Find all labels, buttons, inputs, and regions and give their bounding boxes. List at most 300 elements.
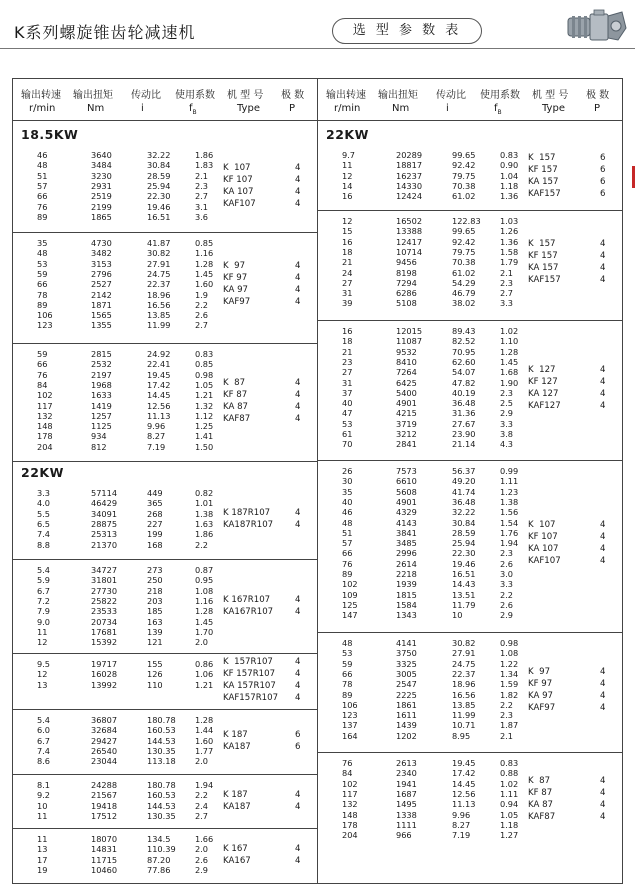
factor-cell: 1.28	[500, 346, 519, 357]
ratio-cell: 40.19	[452, 387, 476, 398]
torque-cell: 1355	[91, 320, 112, 331]
speed-cell: 8.6	[37, 756, 51, 767]
ratio-cell: 126	[147, 669, 163, 680]
table-row	[318, 579, 623, 589]
ratio-cell: 21.14	[452, 439, 476, 450]
torque-cell: 1687	[396, 788, 417, 799]
torque-cell: 3750	[396, 648, 417, 659]
ratio-cell: 70.95	[452, 346, 476, 357]
table-row	[318, 830, 623, 840]
selection-group	[13, 145, 317, 233]
torque-cell: 12417	[396, 236, 423, 247]
model-type: KAF157	[528, 275, 561, 286]
model-type: K 127	[528, 364, 556, 375]
factor-cell: 2.9	[500, 408, 514, 419]
model-type: KA 157R107	[223, 681, 276, 691]
ratio-cell: 49.20	[452, 476, 476, 487]
factor-cell: 1.87	[500, 720, 519, 731]
unit-u4-subscript: B	[192, 109, 197, 116]
torque-cell: 2225	[396, 689, 417, 700]
model-type: KAF157R107	[223, 693, 279, 703]
ratio-cell: 18.96	[452, 679, 476, 690]
selection-group	[318, 211, 623, 321]
ratio-cell: 36.48	[452, 398, 476, 409]
ratio-cell: 16.51	[452, 569, 476, 579]
ratio-cell: 12.56	[147, 400, 171, 411]
unit-u5: Type	[237, 103, 260, 114]
ratio-cell: 185	[147, 606, 163, 617]
ratio-cell: 16.56	[147, 299, 171, 310]
factor-cell: 2.6	[195, 310, 209, 321]
speed-cell: 6.7	[37, 585, 51, 596]
ratio-cell: 22.30	[147, 191, 171, 202]
factor-cell: 1.28	[195, 715, 214, 725]
model-type: KA 87	[528, 800, 554, 811]
speed-cell: 8.8	[37, 539, 51, 550]
factor-cell: 1.76	[500, 527, 519, 538]
factor-cell: 2.3	[500, 387, 514, 398]
factor-cell: 4.3	[500, 439, 514, 450]
model-list	[223, 507, 317, 531]
torque-cell: 10460	[91, 864, 118, 875]
model-type: KA 97	[528, 690, 554, 701]
ratio-cell: 61.02	[452, 267, 476, 278]
speed-cell: 89	[342, 689, 353, 700]
speed-cell: 7.2	[37, 595, 51, 606]
unit-u4: $f_B$	[494, 103, 502, 116]
torque-cell: 6425	[396, 377, 417, 388]
speed-cell: 89	[37, 299, 48, 310]
torque-cell: 6610	[396, 476, 417, 487]
pole-count: 4	[295, 377, 301, 388]
factor-cell: 1.86	[195, 529, 214, 540]
factor-cell: 1.83	[195, 160, 214, 171]
factor-cell: 1.60	[195, 735, 214, 746]
header-c4: 使用系数	[175, 90, 215, 101]
factor-cell: 1.34	[500, 668, 519, 679]
pole-count: 4	[295, 199, 301, 210]
speed-cell: 66	[37, 279, 48, 290]
pole-count: 4	[295, 801, 301, 812]
page-title: K系列螺旋锥齿轮减速机	[14, 23, 196, 42]
pole-count: 4	[600, 400, 606, 411]
ratio-cell: 47.82	[452, 377, 476, 388]
table-row	[318, 610, 623, 620]
model-list	[528, 666, 622, 714]
speed-cell: 31	[342, 377, 353, 388]
pole-count: 4	[600, 388, 606, 399]
factor-cell: 3.3	[500, 579, 514, 590]
model-type: KF 127	[528, 376, 558, 387]
speed-cell: 12	[37, 637, 48, 648]
speed-cell: 59	[37, 268, 48, 279]
torque-cell: 2996	[396, 548, 417, 559]
speed-cell: 102	[37, 390, 53, 401]
model-type: KA 107	[223, 187, 254, 198]
speed-cell: 178	[37, 431, 53, 442]
ratio-cell: 218	[147, 585, 163, 596]
speed-cell: 9.2	[37, 790, 51, 801]
factor-cell: 1.02	[500, 326, 519, 336]
ratio-cell: 79.75	[452, 246, 476, 257]
ratio-cell: 22.37	[452, 668, 476, 679]
speed-cell: 18	[342, 246, 353, 257]
torque-cell: 1871	[91, 299, 112, 310]
speed-cell: 132	[37, 410, 53, 421]
pole-count: 4	[600, 812, 606, 823]
torque-cell: 6286	[396, 288, 417, 299]
factor-cell: 2.1	[195, 170, 209, 181]
factor-cell: 2.2	[195, 539, 209, 550]
table-row	[318, 569, 623, 579]
factor-cell: 0.85	[195, 359, 214, 370]
factor-cell: 1.22	[500, 658, 519, 669]
speed-cell: 27	[342, 277, 353, 288]
speed-cell: 6.5	[37, 518, 51, 529]
unit-u5: Type	[542, 103, 565, 114]
table-row	[13, 442, 317, 452]
model-type: KA 127	[528, 388, 559, 399]
factor-cell: 1.28	[195, 606, 214, 617]
model-type: K 167	[223, 843, 248, 854]
ratio-cell: 10.71	[452, 720, 476, 731]
torque-cell: 31801	[91, 575, 118, 586]
factor-cell: 2.6	[500, 599, 514, 610]
torque-cell: 23044	[91, 756, 118, 767]
factor-cell: 1.36	[500, 191, 519, 202]
pole-count: 4	[295, 669, 301, 679]
factor-cell: 2.3	[195, 180, 209, 191]
factor-cell: 2.7	[195, 191, 209, 202]
speed-cell: 6.7	[37, 735, 51, 746]
pole-count: 4	[600, 800, 606, 811]
speed-cell: 19	[37, 864, 48, 875]
factor-cell: 2.2	[500, 589, 514, 600]
pole-count: 6	[295, 741, 301, 752]
torque-cell: 812	[91, 441, 107, 452]
speed-cell: 12	[342, 170, 353, 181]
torque-cell: 3719	[396, 418, 417, 429]
speed-cell: 37	[342, 387, 353, 398]
pole-count: 4	[600, 275, 606, 286]
ratio-cell: 8.27	[452, 819, 471, 830]
torque-cell: 1565	[91, 310, 112, 321]
torque-cell: 16237	[396, 170, 423, 181]
factor-cell: 2.4	[195, 800, 209, 811]
selection-group	[13, 654, 317, 710]
factor-cell: 1.70	[195, 626, 214, 637]
speed-cell: 117	[37, 400, 53, 411]
factor-cell: 1.05	[500, 809, 519, 820]
factor-cell: 2.3	[500, 548, 514, 559]
speed-cell: 66	[342, 668, 353, 679]
torque-cell: 2532	[91, 359, 112, 370]
table-row	[13, 565, 317, 575]
speed-cell: 78	[342, 679, 353, 690]
speed-cell: 53	[342, 648, 353, 659]
speed-cell: 11	[37, 810, 48, 821]
ratio-cell: 7.19	[147, 441, 166, 452]
ratio-cell: 82.52	[452, 336, 476, 347]
torque-cell: 21567	[91, 790, 118, 801]
pole-count: 4	[600, 263, 606, 274]
ratio-cell: 121	[147, 637, 163, 648]
factor-cell: 2.5	[500, 398, 514, 409]
torque-cell: 2218	[396, 569, 417, 579]
model-type: K 157	[528, 152, 556, 163]
ratio-cell: 16.56	[452, 689, 476, 700]
speed-cell: 12	[37, 669, 48, 680]
model-type: K 107	[223, 163, 251, 174]
speed-cell: 9.7	[342, 150, 356, 160]
pole-count: 4	[600, 702, 606, 713]
factor-cell: 1.44	[195, 725, 214, 736]
pole-count: 4	[600, 520, 606, 531]
speed-cell: 53	[342, 418, 353, 429]
ratio-cell: 31.36	[452, 408, 476, 419]
speed-cell: 53	[37, 258, 48, 269]
model-type: KAF97	[223, 297, 251, 308]
header-c3: 传动比	[436, 90, 466, 101]
factor-cell: 1.16	[195, 248, 214, 259]
speed-cell: 14	[342, 180, 353, 191]
model-type: KF 157R107	[223, 669, 276, 679]
ratio-cell: 13.51	[452, 589, 476, 600]
factor-cell: 1.21	[195, 390, 214, 401]
factor-cell: 2.1	[500, 730, 514, 741]
ratio-cell: 273	[147, 565, 163, 575]
torque-cell: 1343	[396, 610, 417, 621]
speed-cell: 23	[342, 356, 353, 367]
model-type: KA 107	[528, 544, 559, 555]
factor-cell: 1.18	[500, 180, 519, 191]
speed-cell: 148	[342, 809, 358, 820]
model-type: KF 157	[528, 251, 558, 262]
speed-cell: 47	[342, 408, 353, 419]
ratio-cell: 10	[452, 610, 463, 621]
factor-cell: 2.7	[500, 288, 514, 299]
torque-cell: 1815	[396, 589, 417, 600]
table-row	[13, 575, 317, 585]
pole-count: 4	[295, 175, 301, 186]
ratio-cell: 139	[147, 626, 163, 637]
torque-cell: 4901	[396, 496, 417, 507]
model-type: KA 87	[223, 401, 249, 412]
pole-count: 4	[295, 607, 301, 618]
speed-cell: 5.5	[37, 508, 51, 519]
ratio-cell: 28.59	[147, 170, 171, 181]
table-row	[318, 336, 623, 346]
torque-cell: 15392	[91, 637, 118, 648]
pole-count: 4	[295, 261, 301, 272]
speed-cell: 66	[37, 359, 48, 370]
speed-cell: 27	[342, 367, 353, 378]
selection-table	[12, 78, 623, 884]
unit-u6: P	[289, 103, 296, 114]
speed-cell: 123	[342, 710, 358, 721]
ratio-cell: 130.35	[147, 810, 176, 821]
pole-count: 4	[295, 519, 301, 530]
torque-cell: 3212	[396, 429, 417, 439]
speed-cell: 8.1	[37, 780, 51, 790]
factor-cell: 1.86	[195, 150, 214, 160]
ratio-cell: 92.42	[452, 160, 476, 171]
selection-group	[318, 461, 623, 633]
pole-count: 4	[295, 507, 301, 518]
torque-cell: 24288	[91, 780, 118, 790]
speed-cell: 76	[37, 201, 48, 212]
model-type: K 157R107	[223, 657, 273, 667]
table-row	[318, 419, 623, 429]
speed-cell: 137	[342, 720, 358, 731]
pole-count: 4	[295, 413, 301, 424]
torque-cell: 8198	[396, 267, 417, 278]
selection-group	[318, 753, 623, 885]
selection-table-badge: 选 型 参 数 表	[332, 18, 482, 44]
ratio-cell: 30.84	[147, 160, 171, 171]
pole-count: 4	[295, 285, 301, 296]
speed-cell: 57	[342, 538, 353, 549]
speed-cell: 76	[342, 558, 353, 569]
factor-cell: 2.9	[195, 864, 209, 875]
torque-cell: 34727	[91, 565, 118, 575]
factor-cell: 3.6	[195, 211, 209, 222]
torque-cell: 1584	[396, 599, 417, 610]
speed-cell: 84	[37, 379, 48, 390]
model-type: K 187	[223, 729, 248, 740]
factor-cell: 2.6	[195, 854, 209, 865]
pole-count: 4	[600, 788, 606, 799]
table-row	[13, 320, 317, 330]
speed-cell: 7.9	[37, 606, 51, 617]
torque-cell: 2841	[396, 439, 417, 450]
pole-count: 4	[600, 556, 606, 567]
table-row	[318, 226, 623, 236]
factor-cell: 2.3	[500, 710, 514, 721]
torque-cell: 3153	[91, 258, 112, 269]
factor-cell: 2.7	[195, 810, 209, 821]
torque-cell: 18070	[91, 834, 118, 844]
table-row	[13, 637, 317, 647]
ratio-cell: 160.53	[147, 790, 176, 801]
pole-count: 4	[295, 693, 301, 703]
ratio-cell: 12.56	[452, 788, 476, 799]
model-type: KAF87	[223, 413, 251, 424]
unit-u3: i	[446, 103, 449, 114]
speed-cell: 89	[342, 569, 353, 579]
ratio-cell: 160.53	[147, 725, 176, 736]
ratio-cell: 110.39	[147, 844, 176, 855]
speed-cell: 78	[37, 289, 48, 300]
ratio-cell: 92.42	[452, 236, 476, 247]
ratio-cell: 16.51	[147, 211, 171, 222]
power-section-title: 18.5KW	[21, 127, 79, 142]
ratio-cell: 79.75	[452, 170, 476, 181]
table-row	[318, 298, 623, 308]
model-type: K 87	[528, 776, 551, 787]
speed-cell: 164	[342, 730, 358, 741]
speed-cell: 16	[342, 191, 353, 202]
pole-count: 4	[295, 595, 301, 606]
ratio-cell: 19.45	[452, 758, 476, 768]
ratio-cell: 38.02	[452, 298, 476, 309]
pole-count: 6	[600, 188, 606, 199]
speed-cell: 102	[342, 579, 358, 590]
table-row	[318, 648, 623, 658]
speed-cell: 51	[37, 170, 48, 181]
torque-cell: 2815	[91, 349, 112, 359]
torque-cell: 21370	[91, 539, 118, 550]
factor-cell: 1.36	[500, 236, 519, 247]
pole-count: 4	[600, 239, 606, 250]
speed-cell: 40	[342, 496, 353, 507]
torque-cell: 4143	[396, 517, 417, 528]
table-row	[318, 638, 623, 648]
speed-cell: 6.0	[37, 725, 51, 736]
ratio-cell: 11.13	[452, 799, 476, 810]
ratio-cell: 17.42	[147, 379, 171, 390]
torque-cell: 2197	[91, 369, 112, 380]
torque-cell: 10714	[396, 246, 423, 257]
speed-cell: 132	[342, 799, 358, 810]
torque-cell: 20289	[396, 150, 423, 160]
ratio-cell: 32.22	[452, 507, 476, 518]
model-type: KF 97	[223, 273, 248, 284]
torque-cell: 13992	[91, 679, 118, 690]
table-row	[13, 248, 317, 258]
torque-cell: 57114	[91, 488, 118, 498]
model-type: K 87	[223, 377, 246, 388]
unit-u1: r/min	[334, 103, 361, 114]
speed-cell: 30	[342, 476, 353, 487]
header-c3: 传动比	[131, 90, 161, 101]
factor-cell: 1.32	[195, 400, 214, 411]
speed-cell: 57	[37, 180, 48, 191]
ratio-cell: 61.02	[452, 191, 476, 202]
speed-cell: 13	[37, 844, 48, 855]
torque-cell: 4215	[396, 408, 417, 419]
pole-count: 4	[295, 187, 301, 198]
factor-cell: 1.08	[195, 585, 214, 596]
model-list	[223, 260, 317, 308]
torque-cell: 7264	[396, 367, 417, 378]
torque-cell: 1941	[396, 778, 417, 789]
factor-cell: 1.25	[195, 421, 214, 432]
ratio-cell: 32.22	[147, 150, 171, 160]
torque-cell: 4141	[396, 638, 417, 648]
factor-cell: 1.26	[500, 226, 519, 237]
factor-cell: 3.1	[195, 201, 209, 212]
ratio-cell: 22.37	[147, 279, 171, 290]
ratio-cell: 30.82	[452, 638, 476, 648]
speed-cell: 102	[342, 778, 358, 789]
ratio-cell: 13.85	[147, 310, 171, 321]
torque-cell: 14330	[396, 180, 423, 191]
factor-cell: 0.94	[500, 799, 519, 810]
speed-cell: 35	[37, 238, 48, 248]
pole-count: 4	[295, 297, 301, 308]
power-section-title: 22KW	[326, 127, 369, 142]
factor-cell: 1.03	[500, 216, 519, 226]
torque-cell: 3640	[91, 150, 112, 160]
model-type: KAF127	[528, 400, 561, 411]
model-type: K 107	[528, 520, 556, 531]
ratio-cell: 54.07	[452, 367, 476, 378]
table-row	[318, 288, 623, 298]
model-type: K 187R107	[223, 507, 271, 518]
ratio-cell: 70.38	[452, 180, 476, 191]
speed-cell: 4.0	[37, 498, 51, 509]
